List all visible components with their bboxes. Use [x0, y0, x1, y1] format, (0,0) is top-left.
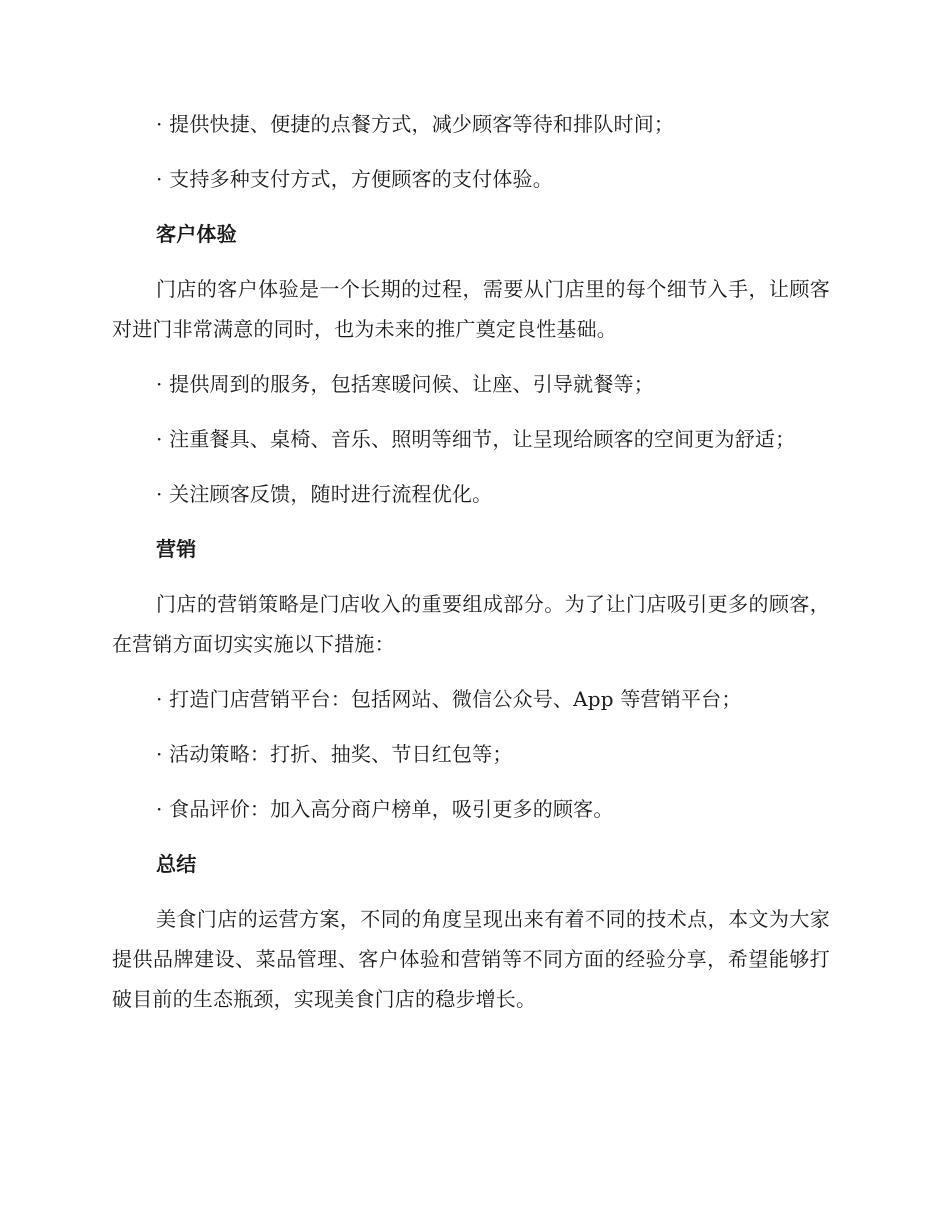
bullet-details-comfort: · 注重餐具、桌椅、音乐、照明等细节，让呈现给顾客的空间更为舒适；	[156, 427, 796, 451]
paragraph-customer-experience: 门店的客户体验是一个长期的过程，需要从门店里的每个细节入手，让顾客对进门非常满意的同时，也为未来的推广奠定良性基础。	[112, 277, 830, 341]
bullet-quick-ordering: · 提供快捷、便捷的点餐方式，减少顾客等待和排队时间；	[156, 112, 675, 136]
paragraph-summary: 美食门店的运营方案，不同的角度呈现出来有着不同的技术点，本文为大家提供品牌建设、菜品管理、客户体验和营销等不同方面的经验分享，希望能够打破目前的生态瓶颈，实现美食门店的稳步增长。	[112, 907, 830, 1011]
document-page	[112, 104, 830, 1034]
paragraph-marketing: 门店的营销策略是门店收入的重要组成部分。为了让门店吸引更多的顾客，在营销方面切实实施以下措施：	[112, 592, 830, 656]
bullet-payment-methods: · 支持多种支付方式，方便顾客的支付体验。	[156, 167, 553, 191]
bullet-food-reviews: · 食品评价：加入高分商户榜单，吸引更多的顾客。	[156, 797, 614, 821]
bullet-marketing-platform: · 打造门店营销平台：包括网站、微信公众号、App 等营销平台；	[156, 687, 742, 711]
section-heading-summary: 总结	[156, 852, 197, 876]
bullet-feedback: · 关注顾客反馈，随时进行流程优化。	[156, 482, 493, 506]
section-heading-marketing: 营销	[156, 537, 197, 561]
bullet-attentive-service: · 提供周到的服务，包括寒暖问候、让座、引导就餐等；	[156, 372, 654, 396]
section-heading-customer-experience: 客户体验	[156, 222, 237, 246]
bullet-promotion-strategy: · 活动策略：打折、抽奖、节日红包等；	[156, 742, 513, 766]
